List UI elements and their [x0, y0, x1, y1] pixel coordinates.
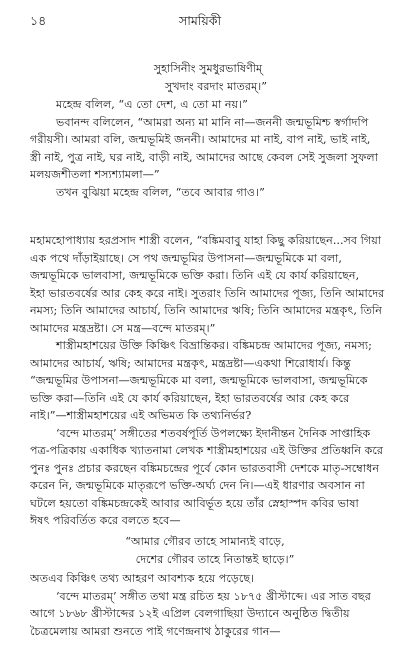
paragraph-line: ইহা ভারতবর্ষের আর কেহ করে নাই। সুতরাং তিনি আমাদের পূজ্য, তিনি আমাদের	[30, 286, 385, 300]
paragraph-line: ভবানন্দ বলিলেন, “আমরা অন্য মা মানি না—জননী জন্মভূমিশ্চ স্বর্গাদপি	[56, 115, 369, 129]
paragraph-line: এক পথে দাঁড়াইয়াছে। সে পথ জন্মভূমির উপাসনা—জন্মভূমিকে মা বলা,	[30, 251, 342, 265]
paragraph-line: ভক্তি করা—তিনি এই যে কার্য করিয়াছেন, ইহা ভারতবর্ষের আর কেহ করে	[30, 391, 350, 405]
paragraph-line: স্ত্রী নাই, পুত্র নাই, ঘর নাই, বাড়ী নাই, আমাদের আছে কেবল সেই সুজলা সুফলা	[30, 150, 379, 164]
paragraph-line: মলয়জশীতলা শস্যশ্যামলা—”	[30, 168, 160, 181]
verse-line: সুহাসিনীং সুমধুরভাষিণীম্	[153, 62, 263, 75]
verse-block	[30, 60, 386, 95]
quote-line: দেশের গৌরব তাহে নিতান্তই ছাড়ে।”	[135, 552, 295, 566]
paragraph-line: নমস্য; তিনি আমাদের আচার্য, তিনি আমাদের ঋষি; তিনি আমাদের মন্ত্রকৃৎ, তিনি	[30, 304, 382, 317]
paragraph-line: চৈত্রমেলায় আমরা শুনতে পাই গণেন্দ্রনাথ ঠাকুরের গান—	[30, 624, 281, 638]
paragraph-line: পত্র-পত্রিকায় একাধিক খ্যাতনামা লেখক শাস্ত্রীমহাশয়ের এই উক্তির প্রতিধ্বনি করে	[30, 444, 384, 457]
paragraph-line: তখন বুঝিয়া মহেন্দ্র বলিল, “তবে আবার গাও।”	[56, 185, 265, 199]
quote-line: “আমার গৌরব তাহে সামান্যই বাড়ে,	[125, 535, 285, 548]
paragraph-line: মহামহোপাধ্যায় হরপ্রসাদ শাস্ত্রী বলেন, “বঙ্কিমবাবু যাহা কিছু করিয়াছেন...সব গিয়া	[30, 234, 382, 247]
paragraph-line: জন্মভূমিকে ভালবাসা, জন্মভূমিকে ভক্তি করা। তিনি এই যে কার্য করিয়াছেন,	[30, 269, 360, 282]
paragraph-line: অতএব কিঞ্চিৎ তথ্য আহরণ আবশ্যক হয়ে পড়েছে।	[30, 572, 255, 585]
paragraph-line: পুনঃ পুনঃ প্রচার করছেন বঙ্কিমচন্দ্রের পূর্বে কোন ভারতবাসী দেশকে মাতৃ-সম্বোধন	[30, 461, 380, 475]
paragraph-line: ঈষৎ পরিবর্তিত করে বলতে হবে—	[30, 514, 181, 527]
paragraph-line: মহেন্দ্র বলিল, “এ তো দেশ, এ তো মা নয়।”	[56, 98, 248, 111]
paragraph-line: শাস্ত্রীমহাশয়ের উক্তি কিঞ্চিৎ বিভ্রান্তিকর। বঙ্কিমচন্দ্র আমাদের পূজ্য, নমস্য;	[56, 339, 372, 352]
paragraph-line: “জন্মভূমির উপাসনা—জন্মভূমিকে মা বলা, জন্মভূমিকে ভালবাসা, জন্মভূমিকে	[30, 374, 368, 387]
page-number: ১৪	[30, 13, 47, 28]
paragraph-line: গরীয়সী। আমরা বলি, জন্মভূমিই জননী। আমাদের মা নাই, বাপ নাই, ভাই নাই,	[30, 133, 371, 146]
paragraph-line: আগে ১৮৬৮ খ্রীস্টাব্দের ১২ই এপ্রিল বেলগাছিয়া উদ্যানে অনুষ্ঠিত দ্বিতীয়	[30, 607, 350, 620]
paragraph-line: নাই।”—শাস্ত্রীমহাশয়ের এই অভিমত কি তথ্যনির্ভর?	[30, 409, 252, 422]
paragraph-line: ঘটলে হয়তো বঙ্কিমচন্দ্রকেই আবার আবির্ভূত হয়ে তাঁর স্নেহাস্পদ কবির ভাষা	[30, 496, 359, 510]
paragraph-line: আমাদের মন্ত্রদ্রষ্টা। সে মন্ত্র—বন্দে মাতরম্।”	[30, 321, 216, 335]
page-header	[0, 13, 400, 31]
essay-section	[30, 232, 386, 530]
closing-section	[30, 570, 386, 640]
dialogue-section	[30, 96, 386, 201]
paragraph-line: আমাদের আচার্য, ঋষি; আমাদের মন্ত্রকৃৎ, মন্ত্রদ্রষ্টা—একথা শিরোধার্য। কিন্তু	[30, 356, 351, 370]
verse-line: সুখদাং বরদাং মাতরম্।”	[164, 79, 268, 93]
paragraph-line: করেন নি, জন্মভূমিকে মাতৃরূপে ভক্তি-অর্ঘ্য দেন নি।—এই ধারণার অবসান না	[30, 479, 365, 492]
running-title: সাময়িকী	[178, 13, 222, 28]
poem-quote	[30, 533, 386, 568]
paragraph-line: ‘বন্দে মাতরম্’ সঙ্গীত তথা মন্ত্র রচিত হয় ১৮৭৫ খ্রীস্টাব্দে। এর সাত বছর	[56, 589, 371, 603]
paragraph-line: ‘বন্দে মাতরম্’ সঙ্গীতের শতবর্ষপূর্তি উপলক্ষ্যে ইদানীন্তন দৈনিক সাপ্তাহিক	[56, 426, 371, 440]
